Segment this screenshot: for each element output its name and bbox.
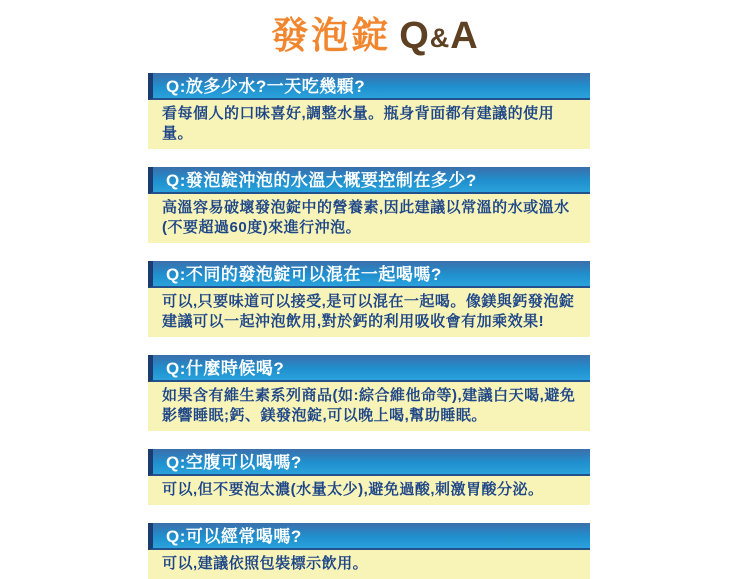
- title-a: A: [450, 15, 479, 57]
- question-bar: Q:空腹可以喝嗎?: [148, 449, 590, 476]
- qa-list: [148, 73, 590, 579]
- answer-box: 如果含有維生素系列商品(如:綜合維他命等),建議白天喝,避免影響睡眠;鈣、鎂發泡錠,可以晚上喝,幫助睡眠。: [148, 382, 590, 431]
- question-bar: Q:放多少水?一天吃幾顆?: [148, 73, 590, 100]
- answer-box: 可以,建議依照包裝標示飲用。: [148, 550, 590, 579]
- answer-box: 高溫容易破壞發泡錠中的營養素,因此建議以常溫的水或溫水(不要超過60度)來進行沖泡。: [148, 194, 590, 243]
- qa-block-6: [148, 523, 590, 579]
- answer-box: 看每個人的口味喜好,調整水量。瓶身背面都有建議的使用量。: [148, 100, 590, 149]
- question-bar: Q:什麼時候喝?: [148, 355, 590, 382]
- question-bar: Q:發泡錠沖泡的水溫大概要控制在多少?: [148, 167, 590, 194]
- page-title: [0, 0, 750, 59]
- qa-block-4: [148, 355, 590, 431]
- qa-block-3: [148, 261, 590, 337]
- title-qa: [399, 15, 479, 57]
- question-bar: Q:可以經常喝嗎?: [148, 523, 590, 550]
- qa-block-5: [148, 449, 590, 505]
- answer-box: 可以,但不要泡太濃(水量太少),避免過酸,刺激胃酸分泌。: [148, 476, 590, 505]
- title-q: Q: [399, 15, 430, 57]
- title-brand: 發泡錠: [271, 15, 392, 56]
- question-bar: Q:不同的發泡錠可以混在一起喝嗎?: [148, 261, 590, 288]
- qa-block-2: [148, 167, 590, 243]
- answer-box: 可以,只要味道可以接受,是可以混在一起喝。像鎂與鈣發泡錠建議可以一起沖泡飲用,對於鈣的利用吸收會有加乘效果!: [148, 288, 590, 337]
- title-ampersand: &: [429, 23, 451, 53]
- qa-block-1: [148, 73, 590, 149]
